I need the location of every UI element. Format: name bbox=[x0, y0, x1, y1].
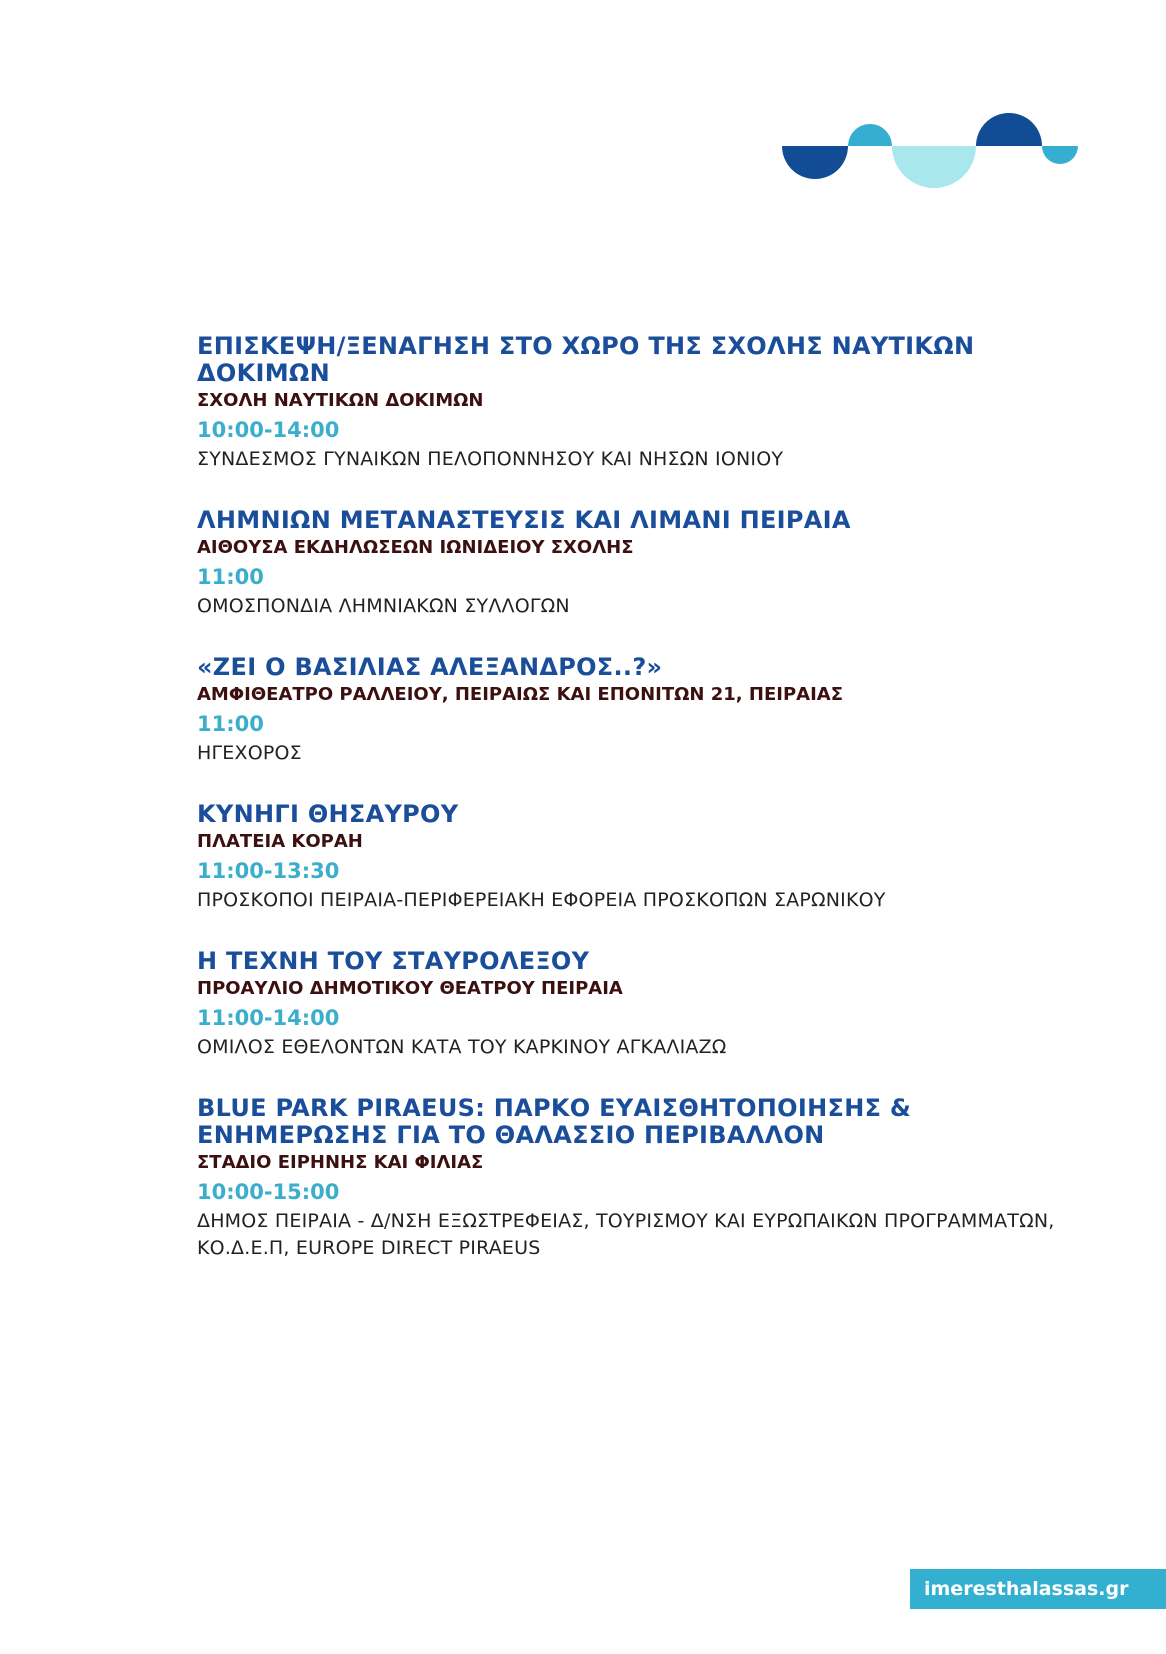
event-title: «ΖΕΙ Ο ΒΑΣΙΛΙΑΣ ΑΛΕΞΑΝΔΡΟΣ..?» bbox=[197, 653, 663, 681]
event-list bbox=[197, 333, 1077, 1296]
event-item bbox=[197, 654, 1077, 767]
event-organizer: ΔΗΜΟΣ ΠΕΙΡΑΙΑ - Δ/ΝΣΗ ΕΞΩΣΤΡΕΦΕΙΑΣ, ΤΟΥΡΙΣΜΟΥ ΚΑΙ ΕΥΡΩΠΑΙΚΩΝ ΠΡΟΓΡΑΜΜΑΤΩΝ, ΚΟ.Δ.Ε.Π, EUROPE DIRECT PIRAEUS bbox=[197, 1210, 1055, 1259]
event-organizer: ΣΥΝΔΕΣΜΟΣ ΓΥΝΑΙΚΩΝ ΠΕΛΟΠΟΝΝΗΣΟΥ ΚΑΙ ΝΗΣΩΝ ΙΟΝΙΟΥ bbox=[197, 448, 784, 470]
event-title: Η ΤΕΧΝΗ ΤΟΥ ΣΤΑΥΡΟΛΕΞΟΥ bbox=[197, 947, 590, 975]
event-time: 11:00-13:30 bbox=[197, 859, 340, 883]
event-venue: ΣΤΑΔΙΟ ΕΙΡΗΝΗΣ ΚΑΙ ΦΙΛΙΑΣ bbox=[197, 1152, 484, 1173]
event-title: ΚΥΝΗΓΙ ΘΗΣΑΥΡΟΥ bbox=[197, 800, 459, 828]
event-organizer: ΟΜΟΣΠΟΝΔΙΑ ΛΗΜΝΙΑΚΩΝ ΣΥΛΛΟΓΩΝ bbox=[197, 595, 570, 617]
event-venue: ΣΧΟΛΗ ΝΑΥΤΙΚΩΝ ΔΟΚΙΜΩΝ bbox=[197, 390, 484, 411]
event-venue: ΑΙΘΟΥΣΑ ΕΚΔΗΛΩΣΕΩΝ ΙΩΝΙΔΕΙΟΥ ΣΧΟΛΗΣ bbox=[197, 537, 634, 558]
event-title: ΛΗΜΝΙΩΝ ΜΕΤΑΝΑΣΤΕΥΣΙΣ ΚΑΙ ΛΙΜΑΝΙ ΠΕΙΡΑΙΑ bbox=[197, 506, 851, 534]
event-time: 10:00-15:00 bbox=[197, 1180, 340, 1204]
event-venue: ΠΛΑΤΕΙΑ ΚΟΡΑΗ bbox=[197, 831, 363, 852]
event-organizer: ΟΜΙΛΟΣ ΕΘΕΛΟΝΤΩΝ ΚΑΤΑ ΤΟΥ ΚΑΡΚΙΝΟΥ ΑΓΚΑΛΙΑΖΩ bbox=[197, 1036, 727, 1058]
wave-logo-icon bbox=[780, 108, 1090, 192]
website-link[interactable]: imeresthalassas.gr bbox=[910, 1569, 1166, 1609]
event-item bbox=[197, 801, 1077, 914]
event-title: BLUE PARK PIRAEUS: ΠΑΡΚΟ ΕΥΑΙΣΘΗΤΟΠΟΙΗΣΗΣ & ΕΝΗΜΕΡΩΣΗΣ ΓΙΑ ΤΟ ΘΑΛΑΣΣΙΟ ΠΕΡΙΒΑΛΛΟΝ bbox=[197, 1094, 912, 1149]
event-item bbox=[197, 948, 1077, 1061]
event-venue: ΑΜΦΙΘΕΑΤΡΟ ΡΑΛΛΕΙΟΥ, ΠΕΙΡΑΙΩΣ ΚΑΙ ΕΠΟΝΙΤΩΝ 21, ΠΕΙΡΑΙΑΣ bbox=[197, 684, 844, 705]
event-organizer: ΠΡΟΣΚΟΠΟΙ ΠΕΙΡΑΙΑ-ΠΕΡΙΦΕΡΕΙΑΚΗ ΕΦΟΡΕΙΑ ΠΡΟΣΚΟΠΩΝ ΣΑΡΩΝΙΚΟΥ bbox=[197, 889, 886, 911]
event-organizer: ΗΓΕΧΟΡΟΣ bbox=[197, 742, 302, 764]
event-venue: ΠΡΟΑΥΛΙΟ ΔΗΜΟΤΙΚΟΥ ΘΕΑΤΡΟΥ ΠΕΙΡΑΙΑ bbox=[197, 978, 623, 999]
event-time: 11:00-14:00 bbox=[197, 1006, 340, 1030]
event-time: 11:00 bbox=[197, 565, 264, 589]
event-time: 10:00-14:00 bbox=[197, 418, 340, 442]
event-time: 11:00 bbox=[197, 712, 264, 736]
event-item bbox=[197, 507, 1077, 620]
event-title: ΕΠΙΣΚΕΨΗ/ΞΕΝΑΓΗΣΗ ΣΤΟ ΧΩΡΟ ΤΗΣ ΣΧΟΛΗΣ ΝΑΥΤΙΚΩΝ ΔΟΚΙΜΩΝ bbox=[197, 332, 975, 387]
event-item bbox=[197, 333, 1077, 473]
event-item bbox=[197, 1095, 1077, 1262]
